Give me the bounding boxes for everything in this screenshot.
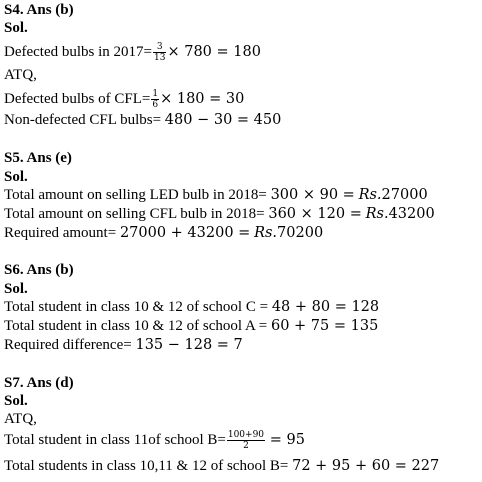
s5-line-required <box>4 224 323 242</box>
s4-atq: ATQ, <box>4 67 37 83</box>
s7-sol-label: Sol. <box>4 393 28 409</box>
s5-sol-label: Sol. <box>4 169 28 185</box>
s5-line2-value: 43200 <box>388 206 435 222</box>
rs-symbol: Rs. <box>254 225 278 241</box>
s6-line3-text: Required difference= <box>4 337 132 353</box>
fraction-numerator: 1 <box>152 89 159 99</box>
s6-line2-math: 60 + 75 = 135 <box>270 318 379 334</box>
s5-line3-text: Required amount= <box>4 225 117 241</box>
fraction <box>227 430 265 451</box>
s5-line-cfl <box>4 205 435 223</box>
s7-line3-math: 72 + 95 + 60 = 227 <box>292 458 440 474</box>
s5-heading: S5. Ans (e) <box>4 150 72 166</box>
rs-symbol: Rs. <box>365 206 389 222</box>
s4-line3-math: × 180 = 30 <box>160 90 245 107</box>
s6-line-school-a <box>4 317 378 335</box>
s6-line-school-c <box>4 298 379 316</box>
s7-line3-text: Total students in class 10,11 & 12 of school B= <box>4 458 289 474</box>
rs-symbol: Rs. <box>358 187 382 203</box>
s7-heading: S7. Ans (d) <box>4 375 74 391</box>
fraction-numerator: 3 <box>153 42 166 53</box>
s6-line1-text: Total student in class 10 & 12 of school C = <box>4 299 269 315</box>
s4-line4-math: 480 − 30 = 450 <box>164 112 282 128</box>
fraction-numerator: 100+90 <box>227 430 265 440</box>
s4-heading: S4. Ans (b) <box>4 2 74 18</box>
s5-line1-text: Total amount on selling LED bulb in 2018= <box>4 187 267 203</box>
s7-atq: ATQ, <box>4 411 37 427</box>
s5-line2-text: Total amount on selling CFL bulb in 2018= <box>4 206 265 222</box>
s5-line-led <box>4 186 428 204</box>
s4-line-defected-2017 <box>4 42 261 63</box>
s4-line3-text: Defected bulbs of CFL= <box>4 90 151 107</box>
s5-line1-value: 27000 <box>381 187 428 203</box>
s4-line1-text: Defected bulbs in 2017= <box>4 43 153 60</box>
s4-line-non-defected <box>4 111 281 129</box>
fraction-denominator: 13 <box>154 53 166 63</box>
s5-line1-math: 300 × 90 = <box>270 187 355 203</box>
s5-line3-value: 70200 <box>277 225 324 241</box>
s6-heading: S6. Ans (b) <box>4 262 74 278</box>
s5-line3-math: 27000 + 43200 = <box>119 225 251 241</box>
s7-line2-math: = 95 <box>269 431 305 448</box>
s7-line-class-11 <box>4 430 305 451</box>
s6-line2-text: Total student in class 10 & 12 of school A = <box>4 318 268 334</box>
s6-line-difference <box>4 336 243 354</box>
s6-line3-math: 135 − 128 = 7 <box>135 337 243 353</box>
s6-sol-label: Sol. <box>4 281 28 297</box>
s6-line1-math: 48 + 80 = 128 <box>271 299 380 315</box>
s7-line2-text: Total student in class 11of school B= <box>4 431 226 448</box>
s4-line-defected-cfl <box>4 89 244 110</box>
s4-line1-math: × 780 = 180 <box>167 43 261 60</box>
s4-sol-label: Sol. <box>4 20 28 36</box>
fraction <box>153 42 166 63</box>
s7-line-total <box>4 457 439 475</box>
s4-line4-text: Non-defected CFL bulbs= <box>4 112 162 128</box>
fraction-denominator: 2 <box>243 441 249 451</box>
fraction <box>151 89 159 110</box>
s5-line2-math: 360 × 120 = <box>268 206 362 222</box>
fraction-denominator: 6 <box>152 100 159 110</box>
